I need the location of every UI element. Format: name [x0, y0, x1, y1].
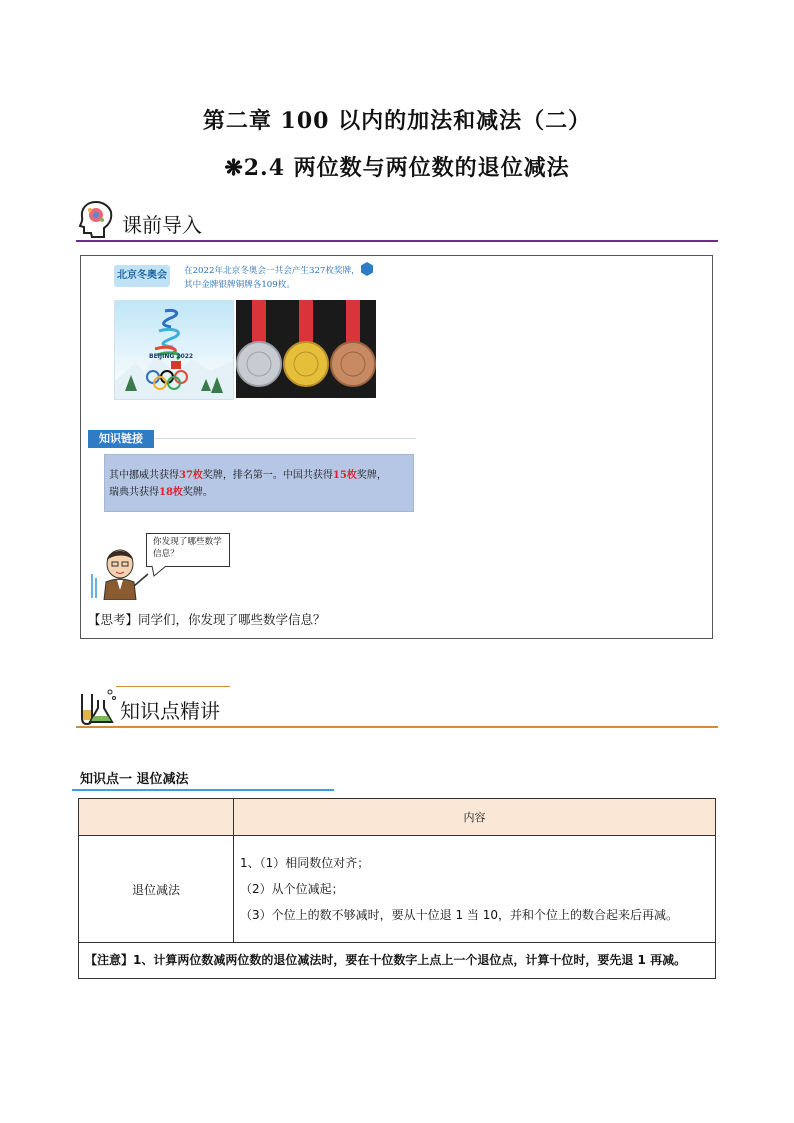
medals-image — [236, 300, 376, 398]
hexagon-icon — [359, 261, 375, 277]
knowledge-point-title: 知识点一 退位减法 — [80, 772, 189, 787]
china-medal-count: 15枚 — [332, 470, 357, 481]
medal-info-box — [104, 454, 414, 512]
note-label: 【注意】 — [85, 953, 134, 967]
olympics-emblem-image — [114, 300, 234, 400]
section-rule-orange — [76, 726, 718, 728]
speech-bubble: 你发现了哪些数学信息？ — [146, 533, 230, 567]
section-rule-purple — [76, 240, 718, 242]
section-header-knowledge — [76, 686, 718, 728]
logo-text: BEIJING 2022 — [149, 353, 194, 360]
table-note-row — [79, 943, 716, 979]
info-text: 奖牌。 — [182, 487, 213, 498]
row-content — [234, 836, 716, 943]
rule-line-3: （3）个位上的数不够减时，要从十位退 1 当 10，并和个位上的数合起来后再减。 — [240, 908, 678, 922]
lesson-title: ❋2.4 两位数与两位数的退位减法 — [224, 155, 570, 181]
rule-line-2: （2）从个位减起； — [240, 882, 344, 896]
intro-text-line2: 其中金牌银牌铜牌各109枚。 — [184, 280, 295, 290]
intro-text-line1: 在2022年北京冬奥会一共会产生327枚奖牌， — [184, 266, 360, 276]
chapter-title: 第二章 100 以内的加法和减法（二） — [202, 108, 592, 134]
think-label: 【思考】 — [88, 612, 139, 627]
row-label: 退位减法 — [79, 836, 234, 943]
info-text: 瑞典共获得 — [109, 487, 159, 498]
table-row — [79, 836, 716, 943]
rule-line-1: 1、（1）相同数位对齐； — [240, 856, 370, 870]
table-header-row — [79, 799, 716, 836]
info-text: 其中挪威共获得 — [109, 470, 179, 481]
sweden-medal-count: 18枚 — [159, 487, 183, 498]
intro-text — [184, 264, 384, 292]
section-header-intro — [76, 198, 718, 242]
section-label-intro: 课前导入 — [122, 213, 202, 237]
note-text: 1、计算两位数减两位数的退位减法时，要在十位数字上点上一个退位点，计算十位时，要先退 1 再减。 — [133, 953, 687, 967]
knowledge-table — [78, 798, 716, 979]
info-text: 奖牌， — [356, 470, 387, 481]
section-rule-orange-top — [116, 686, 230, 687]
table-header-content: 内容 — [234, 799, 716, 836]
knowledge-link-badge: 知识链接 — [88, 430, 154, 448]
teacher-icon — [88, 544, 150, 600]
norway-medal-count: 37枚 — [179, 470, 203, 481]
medals-graphic — [236, 300, 376, 398]
head-brain-icon — [78, 200, 114, 238]
knowledge-point-rule — [72, 789, 334, 791]
note-cell — [79, 943, 716, 979]
beijing-emblem-graphic — [115, 301, 233, 399]
think-text: 同学们，你发现了哪些数学信息？ — [138, 612, 326, 627]
lab-flask-icon — [76, 688, 118, 726]
bubble-tail-icon — [150, 566, 174, 578]
section-label-knowledge: 知识点精讲 — [120, 699, 220, 723]
beijing-badge: 北京冬奥会 — [114, 265, 170, 287]
knowledge-link-rule — [154, 438, 416, 439]
think-prompt — [88, 610, 326, 628]
info-text: 奖牌，排名第一。中国共获得 — [202, 470, 333, 481]
table-header-empty — [79, 799, 234, 836]
